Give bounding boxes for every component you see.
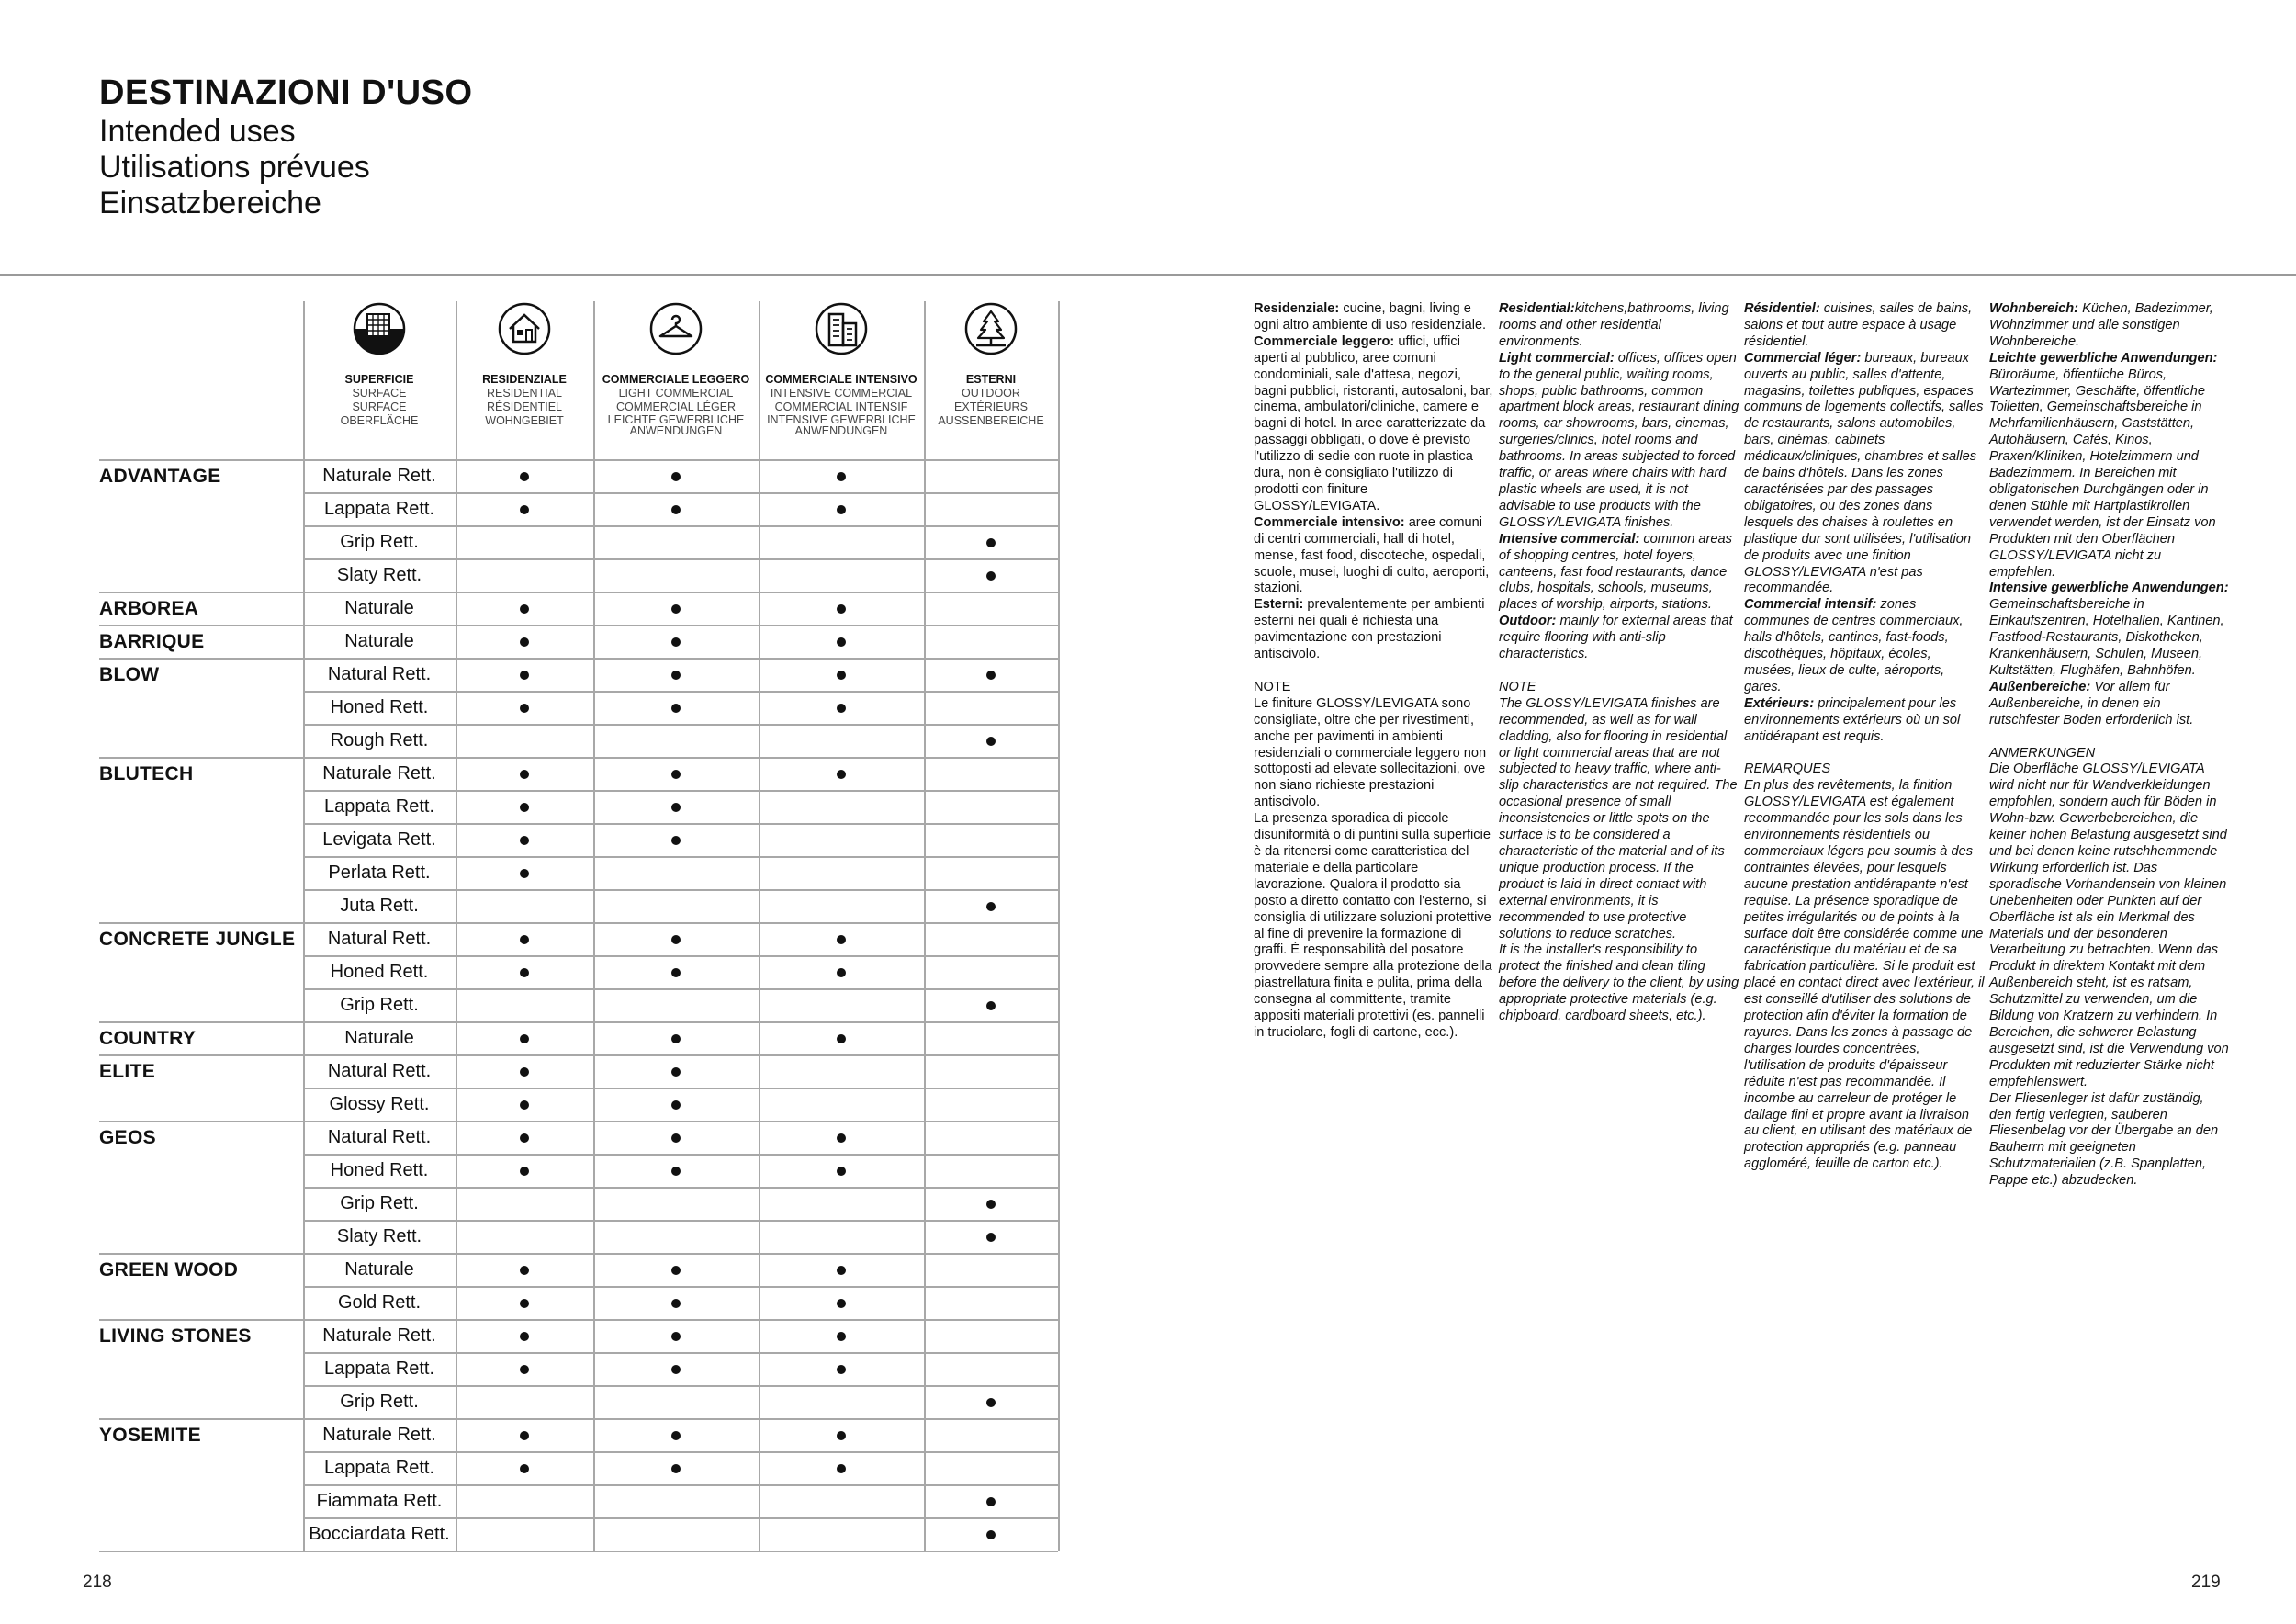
paragraph-body: Der Fliesenleger ist dafür zuständig, den fertig verlegten, sauberen Fliesenbelag vor der Übergabe an den Bauherrn mit geeigneten Schutzmaterialien (z.B. Spanplatten, Pappe etc.) abzudecken.	[1989, 1090, 2219, 1189]
divider	[0, 274, 2296, 276]
paragraph-body: En plus des revêtements, la finition GLOSSY/LEVIGATA est également recommandée pour les sols dans les environnements résidentiels ou commerciaux légers peu soumis à des contraintes élevées, pour lesquels aucune prestation antidérapante n'est requise. La présence sporadique de petites irrégularités ou de points à la surface doit être considérée comme une caractéristique du matériau et de sa fabrication particulière. Si le produit est placé en contact direct avec l'extérieur, il est conseillé d'utiliser des solutions de protection afin d'éviter la formation de rayures. Dans les zones à passage de charges lourdes concentrées, l'utilisation de produits d'épaisseur réduite n'est pas recommandée. Il incombe au carreleur de protéger le dallage fini et propre avant la livraison au client, en utilisant des matériaux de protection appropriés (e.g. panneau aggloméré, feuille de carton etc.).	[1744, 778, 1985, 1172]
usage-dot-out	[986, 671, 996, 680]
title-french: Utilisations prévues	[99, 150, 370, 185]
finish-name: Bocciardata Rett.	[309, 1524, 450, 1544]
finish-name: Juta Rett.	[340, 896, 419, 916]
finish-name: Natural Rett.	[327, 664, 432, 684]
finish-name: Grip Rett.	[340, 532, 419, 552]
text-paragraph	[1744, 778, 1985, 1173]
table-bottom-border	[99, 1551, 1058, 1552]
header-label-de: WOHNGEBIET	[485, 414, 564, 427]
usage-dot-res	[520, 1167, 529, 1176]
table-row-divider	[303, 1220, 1058, 1222]
usage-dot-res	[520, 1133, 529, 1143]
usage-dot-out	[986, 1497, 996, 1506]
paragraph-body: aree comuni di centri commerciali, hall di hotel, mense, fast food, discoteche, ospedali, scuole, musei, luoghi di culto, aeroporti, stazioni.	[1254, 514, 1490, 596]
paragraph-heading: Residenziale:	[1254, 301, 1340, 316]
usage-dot-light	[671, 1332, 681, 1341]
text-paragraph	[1989, 1091, 2230, 1190]
table-row-divider	[99, 625, 1058, 626]
text-paragraph	[1744, 351, 1985, 598]
product-name: CONCRETE JUNGLE	[99, 929, 296, 950]
usage-dot-res	[520, 1034, 529, 1043]
text-column-french	[1744, 301, 1985, 1173]
usage-dot-res	[520, 1365, 529, 1374]
table-row-divider	[99, 757, 1058, 759]
finish-name: Slaty Rett.	[336, 565, 422, 585]
building-icon	[814, 301, 869, 356]
paragraph-body: offices, offices open to the general public, waiting rooms, shops, public bathrooms, common apartment block areas, restaurant dining rooms, car showrooms, bars, cinemas, surgeries/clinics, hotel rooms and bathrooms. In areas subjected to forced traffic, or areas where chairs with hard plastic wheels are used, it is not advisable to use products with the GLOSSY/LEVIGATA finishes.	[1499, 350, 1739, 530]
paragraph-heading: Résidentiel:	[1744, 301, 1820, 316]
finish-name: Honed Rett.	[330, 962, 429, 982]
title-german: Einsatzbereiche	[99, 186, 321, 220]
paragraph-heading: Outdoor:	[1499, 614, 1557, 629]
header-label-de: OBERFLÄCHE	[340, 414, 419, 427]
paragraph-body: NOTE	[1254, 679, 1291, 694]
finish-name: Grip Rett.	[340, 995, 419, 1015]
paragraph-body: cucine, bagni, living e ogni altro ambiente di uso residenziale.	[1254, 301, 1487, 333]
usage-dot-res	[520, 803, 529, 812]
table-row-divider	[303, 856, 1058, 858]
text-paragraph	[1254, 515, 1494, 598]
text-paragraph	[1254, 680, 1494, 696]
finish-name: Naturale	[344, 598, 414, 618]
paragraph-heading: Light commercial:	[1499, 350, 1615, 366]
header-label-de: INTENSIVE GEWERBLICHE ANWENDUNGEN	[767, 413, 916, 437]
usage-dot-res	[520, 770, 529, 779]
usage-dot-res	[520, 1299, 529, 1308]
usage-dot-res	[520, 1464, 529, 1473]
finish-name: Natural Rett.	[327, 1061, 432, 1081]
text-paragraph	[1744, 597, 1985, 695]
table-row-divider	[303, 1154, 1058, 1156]
header-label-en: SURFACE	[352, 387, 407, 400]
house-icon	[497, 301, 552, 356]
usage-dot-res	[520, 1431, 529, 1440]
text-paragraph	[1254, 301, 1494, 334]
usage-dot-intens	[837, 1431, 846, 1440]
finish-name: Grip Rett.	[340, 1392, 419, 1412]
finish-name: Rough Rett.	[330, 730, 429, 750]
text-paragraph	[1499, 532, 1739, 615]
usage-dot-light	[671, 505, 681, 514]
usage-dot-res	[520, 869, 529, 878]
text-paragraph	[1254, 597, 1494, 663]
text-paragraph	[1499, 942, 1739, 1025]
table-row-divider	[303, 1352, 1058, 1354]
usage-dot-light	[671, 637, 681, 647]
header-label-de: AUSSENBEREICHE	[938, 414, 1044, 427]
table-row-divider	[99, 1418, 1058, 1420]
product-name: BLOW	[99, 664, 160, 685]
usage-dot-light	[671, 770, 681, 779]
text-paragraph	[1989, 581, 2230, 679]
table-row-divider	[303, 988, 1058, 990]
usage-dot-intens	[837, 1133, 846, 1143]
text-paragraph	[1254, 696, 1494, 811]
table-row-divider	[303, 889, 1058, 891]
paragraph-body: zones communes de centres commerciaux, halls d'hôtels, cantines, fast-foods, discothèques, hôpitaux, écoles, musées, lieux de culte, aéroports, gares.	[1744, 597, 1964, 694]
paragraph-heading: Außenbereiche:	[1989, 679, 2091, 694]
table-column-divider	[593, 301, 595, 1551]
finish-name: Slaty Rett.	[336, 1226, 422, 1246]
usage-dot-light	[671, 671, 681, 680]
usage-dot-light	[671, 1431, 681, 1440]
table-row-divider	[99, 1021, 1058, 1023]
usage-dot-intens	[837, 1167, 846, 1176]
header-label-fr: RÉSIDENTIEL	[487, 400, 562, 413]
finish-name: Naturale	[344, 1028, 414, 1048]
usage-dot-light	[671, 1133, 681, 1143]
usage-dot-light	[671, 1464, 681, 1473]
usage-dot-res	[520, 671, 529, 680]
text-paragraph	[1989, 746, 2230, 762]
table-row-divider	[99, 1319, 1058, 1321]
table-row-divider	[303, 724, 1058, 726]
paragraph-body: uffici, uffici aperti al pubblico, aree comuni condominiali, sale d'attesa, negozi, bagni pubblici, ristoranti, autosaloni, bar, cinema, ambulatori/cliniche, camere e bagni di hotel. In aree caratterizzate da passaggi obbligati, o dove è previsto l'utilizzo di sedie con ruote in plastica dura, non è consigliato l'utilizzo di prodotti con finiture GLOSSY/LEVIGATA.	[1254, 333, 1493, 513]
usage-dot-out	[986, 1398, 996, 1407]
paragraph-body: common areas of shopping centres, hotel foyers, canteens, fast food restaurants, dance clubs, hospitals, schools, museums, places of worship, airports, stations.	[1499, 531, 1732, 613]
text-paragraph	[1499, 351, 1739, 532]
text-paragraph	[1989, 351, 2230, 581]
paragraph-body: prevalentemente per ambienti esterni nei quali è richiesta una pavimentazione con prestazioni antiscivolo.	[1254, 597, 1485, 662]
usage-dot-intens	[837, 1464, 846, 1473]
usage-dot-intens	[837, 1365, 846, 1374]
product-name: YOSEMITE	[99, 1425, 201, 1446]
header-label-it: RESIDENZIALE	[482, 373, 567, 386]
tree-icon	[963, 301, 1019, 356]
paragraph-body: Büroräume, öffentliche Büros, Wartezimmer, Geschäfte, öffentliche Toiletten, Gemeinschaftsbereiche in Mehrfamilienhäusern, Gaststätten, Autohäusern, Cafés, Kinos, Praxen/Kliniken, Hotelzimmern und Badezimmern. In Bereichen mit obligatorischen Durchgängen oder in denen Stühle mit Hartplastikrollen verwendet werden, ist der Einsatz von Produkten mit den Oberflächen GLOSSY/LEVIGATA nicht zu empfehlen.	[1989, 367, 2216, 580]
usage-dot-intens	[837, 604, 846, 614]
header-label-fr: SURFACE	[352, 400, 407, 413]
table-row-divider	[303, 790, 1058, 792]
finish-name: Glossy Rett.	[329, 1094, 430, 1114]
hanger-icon	[648, 301, 703, 356]
finish-name: Naturale Rett.	[322, 1425, 436, 1445]
usage-dot-res	[520, 836, 529, 845]
header-label-it: SUPERFICIE	[344, 373, 414, 386]
page-title-block	[99, 72, 473, 221]
table-row-divider	[303, 1286, 1058, 1288]
usage-dot-out	[986, 902, 996, 911]
usage-dot-light	[671, 803, 681, 812]
paragraph-body: REMARQUES	[1744, 761, 1831, 777]
usage-dot-intens	[837, 1299, 846, 1308]
usage-dot-light	[671, 1034, 681, 1043]
text-paragraph	[1499, 696, 1739, 943]
usage-dot-intens	[837, 637, 846, 647]
text-column-italian	[1254, 301, 1494, 1042]
surface-icon	[352, 301, 407, 356]
text-paragraph	[1254, 811, 1494, 1042]
usage-dot-intens	[837, 968, 846, 977]
paragraph-heading: Commerciale leggero:	[1254, 333, 1395, 349]
table-row-divider	[99, 1253, 1058, 1255]
text-paragraph	[1499, 614, 1739, 663]
table-row-divider	[99, 459, 1058, 461]
paragraph-body: cuisines, salles de bains, salons et tout autre espace à usage résidentiel.	[1744, 301, 1973, 349]
product-name: GREEN WOOD	[99, 1259, 239, 1280]
table-row-divider	[99, 1121, 1058, 1122]
product-name: GEOS	[99, 1127, 156, 1148]
usage-dot-res	[520, 472, 529, 481]
paragraph-body: Küchen, Badezimmer, Wohnzimmer und alle sonstigen Wohnbereiche.	[1989, 301, 2213, 349]
header-label-en: INTENSIVE COMMERCIAL	[770, 387, 913, 400]
table-row-divider	[303, 1187, 1058, 1189]
product-name: ELITE	[99, 1061, 156, 1082]
header-label-fr: COMMERCIAL INTENSIF	[774, 400, 908, 413]
header-label-it: COMMERCIALE LEGGERO	[602, 373, 750, 386]
paragraph-heading: Extérieurs:	[1744, 695, 1815, 711]
finish-name: Naturale	[344, 631, 414, 651]
paragraph-heading: Wohnbereich:	[1989, 301, 2079, 316]
table-row-divider	[303, 1484, 1058, 1486]
finish-name: Fiammata Rett.	[316, 1491, 443, 1511]
product-name: BLUTECH	[99, 763, 194, 784]
usage-dot-res	[520, 968, 529, 977]
finish-name: Naturale Rett.	[322, 1325, 436, 1346]
usage-dot-light	[671, 704, 681, 713]
paragraph-body: NOTE	[1499, 679, 1536, 694]
usage-dot-light	[671, 1266, 681, 1275]
header-label-en: RESIDENTIAL	[487, 387, 562, 400]
usage-dot-res	[520, 1100, 529, 1110]
finish-name: Naturale Rett.	[322, 466, 436, 486]
table-column-divider	[759, 301, 760, 1551]
paragraph-heading: Commercial intensif:	[1744, 597, 1877, 613]
usage-dot-out	[986, 1233, 996, 1242]
paragraph-gap	[1989, 729, 2230, 746]
text-paragraph	[1254, 334, 1494, 515]
text-paragraph	[1989, 680, 2230, 729]
paragraph-gap	[1744, 745, 1985, 761]
text-paragraph	[1499, 680, 1739, 696]
usage-dot-light	[671, 1365, 681, 1374]
usage-dot-res	[520, 1266, 529, 1275]
usage-dot-intens	[837, 704, 846, 713]
paragraph-body: bureaux, bureaux ouverts au public, salles d'attente, magasins, toilettes publiques, espaces communs de logements collectifs, salles de restaurants, salons automobiles, bars, cinémas, cabinets médicaux/cliniques, chambres et salles de bains d'hôtels. Dans les zones caractérisées par des passages obligatoires, ou des zones dans lesquels des chaises à roulettes en plastique dur sont utilisées, l'utilisation de produits avec une finition GLOSSY/LEVIGATA n'est pas recommandée.	[1744, 350, 1984, 596]
paragraph-body: principalement pour les environnements extérieurs où un sol antidérapant est requis.	[1744, 695, 1961, 744]
text-paragraph	[1989, 301, 2230, 351]
finish-name: Grip Rett.	[340, 1193, 419, 1213]
table-row-divider	[303, 955, 1058, 957]
paragraph-heading: Leichte gewerbliche Anwendungen:	[1989, 350, 2218, 366]
column-header-residential	[456, 301, 593, 459]
usage-dot-intens	[837, 671, 846, 680]
finish-name: Natural Rett.	[327, 929, 432, 949]
header-label-fr: EXTÉRIEURS	[954, 400, 1028, 413]
paragraph-heading: Commercial léger:	[1744, 350, 1862, 366]
page-number-left: 218	[83, 1573, 112, 1592]
intended-uses-table	[99, 301, 1058, 1546]
usage-dot-intens	[837, 1332, 846, 1341]
product-name: ADVANTAGE	[99, 466, 221, 487]
table-row-divider	[303, 1088, 1058, 1089]
table-row-divider	[99, 658, 1058, 660]
paragraph-body: mainly for external areas that require flooring with anti-slip characteristics.	[1499, 614, 1733, 662]
paragraph-heading: Intensive gewerbliche Anwendungen:	[1989, 581, 2229, 596]
text-paragraph	[1989, 761, 2230, 1090]
paragraph-gap	[1499, 663, 1739, 680]
header-label-en: LIGHT COMMERCIAL	[618, 387, 734, 400]
product-name: BARRIQUE	[99, 631, 205, 652]
table-column-divider	[924, 301, 926, 1551]
table-row-divider	[303, 823, 1058, 825]
finish-name: Naturale	[344, 1259, 414, 1280]
usage-dot-light	[671, 935, 681, 944]
header-label-it: COMMERCIALE INTENSIVO	[765, 373, 917, 386]
usage-dot-light	[671, 836, 681, 845]
usage-dot-res	[520, 935, 529, 944]
finish-name: Lappata Rett.	[323, 1458, 435, 1478]
usage-dot-light	[671, 968, 681, 977]
usage-dot-out	[986, 1200, 996, 1209]
usage-dot-res	[520, 505, 529, 514]
paragraph-body: It is the installer's responsibility to protect the finished and clean tiling before the delivery to the client, by using appropriate protective materials (e.g. chipboard, cardboard sheets, etc.).	[1499, 942, 1739, 1024]
usage-dot-out	[986, 1530, 996, 1539]
table-row-divider	[303, 525, 1058, 527]
usage-dot-intens	[837, 935, 846, 944]
table-row-divider	[99, 922, 1058, 924]
table-column-divider	[456, 301, 457, 1551]
finish-name: Lappata Rett.	[323, 796, 435, 817]
usage-dot-intens	[837, 1266, 846, 1275]
column-header-outdoor	[924, 301, 1058, 459]
usage-dot-intens	[837, 505, 846, 514]
table-row-divider	[303, 1517, 1058, 1519]
paragraph-heading: Commerciale intensivo:	[1254, 514, 1405, 530]
column-header-surface	[303, 301, 456, 459]
header-label-fr: COMMERCIAL LÉGER	[615, 400, 737, 413]
product-name: ARBOREA	[99, 598, 199, 619]
paragraph-body: kitchens,bathrooms, living rooms and other residential environments.	[1499, 301, 1729, 349]
paragraph-heading: Esterni:	[1254, 597, 1304, 613]
table-row-divider	[99, 592, 1058, 593]
usage-dot-intens	[837, 1034, 846, 1043]
usage-dot-out	[986, 538, 996, 547]
paragraph-body: Die Oberfläche GLOSSY/LEVIGATA wird nicht nur für Wandverkleidungen empfohlen, sondern auch für Böden in Wohn-bzw. Gewerbebereichen, die keiner hohen Belastung ausgesetzt sind und bei denen keine rutschhemmende Wirkung erforderlich ist. Das sporadische Vorhandensein von kleinen Unebenheiten oder Punkten auf der Oberfläche ist als ein Merkmal des Materials und der besonderen Verarbeitung zu betrachten. Wenn das Produkt in direktem Kontakt mit dem Außenbereich steht, ist es ratsam, Schutzmittel zu verwenden, um die Bildung von Kratzern zu verhindern. In Bereichen, die schwerer Belastung ausgesetzt sind, ist die Verwendung von Produkten mit reduzierter Stärke nicht empfehlenswert.	[1989, 761, 2229, 1089]
table-row-divider	[303, 1451, 1058, 1453]
finish-name: Naturale Rett.	[322, 763, 436, 784]
column-header-intensive-commercial	[759, 301, 924, 459]
table-row-divider	[303, 691, 1058, 693]
finish-name: Perlata Rett.	[328, 863, 431, 883]
usage-dot-light	[671, 1167, 681, 1176]
usage-dot-light	[671, 472, 681, 481]
paragraph-body: Gemeinschaftsbereiche in Einkaufszentren, Hotelhallen, Kantinen, Fastfood-Restaurants, Diskotheken, Krankenhäusern, Schulen, Museen, Kultstätten, Flughäfen, Bahnhöfen.	[1989, 597, 2224, 678]
finish-name: Lappata Rett.	[323, 499, 435, 519]
paragraph-body: ANMERKUNGEN	[1989, 745, 2096, 761]
finish-name: Gold Rett.	[337, 1292, 422, 1313]
text-column-german	[1989, 301, 2230, 1190]
text-paragraph	[1744, 301, 1985, 351]
paragraph-heading: Intensive commercial:	[1499, 531, 1640, 547]
title-english: Intended uses	[99, 114, 296, 149]
page-title: DESTINAZIONI D'USO	[99, 73, 473, 112]
usage-dot-intens	[837, 472, 846, 481]
usage-dot-out	[986, 571, 996, 581]
paragraph-body: The GLOSSY/LEVIGATA finishes are recommended, as well as for wall cladding, also for flooring in residential or light commercial areas that are not subjected to heavy traffic, where anti-slip characteristics are not required. The occasional presence of small inconsistencies or little spots on the surface is to be considered a characteristic of the material and of its unique production process. If the product is laid in direct contact with external environments, it is recommended to use protective solutions to reduce scratches.	[1499, 695, 1738, 942]
usage-dot-res	[520, 1067, 529, 1077]
finish-name: Honed Rett.	[330, 697, 429, 717]
finish-name: Natural Rett.	[327, 1127, 432, 1147]
paragraph-body: La presenza sporadica di piccole disuniformità o di puntini sulla superficie è da ritenersi come caratteristica del materiale e della particolare lavorazione. Qualora il prodotto sia posto a diretto contatto con l'esterno, si consiglia di utilizzare soluzioni protettive al fine di prevenire la formazione di graffi. È responsabilità del posatore provvedere sempre alla protezione della piastrellatura finita e pulita, prima della consegna al committente, tramite appositi materiali protettivi (es. pannelli in truciolare, fogli di cartone, ecc.).	[1254, 811, 1492, 1040]
usage-dot-res	[520, 1332, 529, 1341]
usage-dot-out	[986, 737, 996, 746]
usage-dot-intens	[837, 770, 846, 779]
paragraph-gap	[1254, 663, 1494, 680]
finish-name: Lappata Rett.	[323, 1359, 435, 1379]
usage-dot-res	[520, 637, 529, 647]
table-row-divider	[303, 1385, 1058, 1387]
header-label-it: ESTERNI	[965, 373, 1017, 386]
product-name: LIVING STONES	[99, 1325, 252, 1347]
paragraph-body: Le finiture GLOSSY/LEVIGATA sono consigliate, oltre che per rivestimenti, anche per pavimenti in ambienti residenziali o commerciale leggero non sottoposti ad elevate sollecitazioni, ove non siano richieste prestazioni antiscivolo.	[1254, 695, 1487, 810]
usage-dot-light	[671, 1067, 681, 1077]
text-paragraph	[1499, 301, 1739, 351]
header-label-en: OUTDOOR	[962, 387, 1020, 400]
usage-dot-light	[671, 1100, 681, 1110]
table-column-divider	[1058, 301, 1060, 1551]
text-column-english	[1499, 301, 1739, 1025]
usage-dot-light	[671, 1299, 681, 1308]
table-row-divider	[99, 1054, 1058, 1056]
usage-dot-light	[671, 604, 681, 614]
header-label-de: LEICHTE GEWERBLICHE ANWENDUNGEN	[607, 413, 745, 437]
text-paragraph	[1744, 696, 1985, 746]
finish-name: Honed Rett.	[330, 1160, 429, 1180]
finish-name: Levigata Rett.	[322, 829, 436, 850]
paragraph-heading: Residential:	[1499, 301, 1575, 316]
product-name: COUNTRY	[99, 1028, 197, 1049]
usage-dot-out	[986, 1001, 996, 1010]
column-header-light-commercial	[593, 301, 759, 459]
page-number-right: 219	[2191, 1573, 2221, 1592]
paragraph-body: Vor allem für Außenbereiche, in denen ein rutschfester Boden erforderlich ist.	[1989, 679, 2194, 727]
table-row-divider	[303, 558, 1058, 560]
usage-dot-res	[520, 604, 529, 614]
usage-dot-res	[520, 704, 529, 713]
table-row-divider	[303, 492, 1058, 494]
text-paragraph	[1744, 761, 1985, 778]
